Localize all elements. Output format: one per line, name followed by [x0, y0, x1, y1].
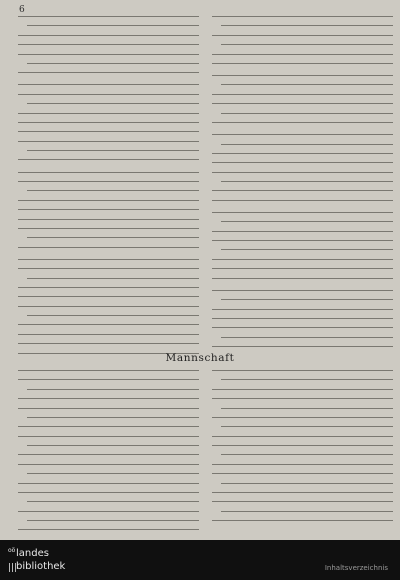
list-entry-line	[212, 309, 393, 315]
list-entry-line	[18, 228, 199, 234]
list-entry-line	[27, 278, 199, 284]
list-entry-line	[212, 212, 393, 218]
list-entry-line	[18, 84, 199, 90]
list-entry-line	[212, 473, 393, 479]
list-entry-line	[18, 200, 199, 206]
list-entry-line	[27, 315, 199, 321]
list-entry-line	[18, 113, 199, 119]
list-entry-line	[212, 436, 393, 442]
list-entry-line	[221, 511, 393, 517]
list-entry-line	[27, 103, 199, 109]
list-entry-line	[212, 240, 393, 246]
list-entry-line	[27, 389, 199, 395]
list-entry-line	[27, 190, 199, 196]
list-entry-line	[18, 259, 199, 265]
list-entry-line	[212, 389, 393, 395]
list-entry-line	[18, 94, 199, 100]
list-entry-line	[18, 35, 199, 41]
list-entry-line	[221, 44, 393, 50]
list-entry-line	[221, 483, 393, 489]
list-entry-line	[27, 501, 199, 507]
list-entry-line	[212, 75, 393, 81]
list-entry-line	[212, 268, 393, 274]
logo-prefix: oö	[8, 547, 16, 554]
list-entry-line	[212, 134, 393, 140]
list-entry-line	[212, 318, 393, 324]
list-entry-line	[18, 159, 199, 165]
list-entry-line	[18, 483, 199, 489]
list-entry-line	[212, 231, 393, 237]
list-entry-line	[212, 501, 393, 507]
list-entry-line	[212, 520, 393, 526]
list-entry-line	[212, 190, 393, 196]
library-logo	[8, 547, 98, 575]
list-entry-line	[27, 417, 199, 423]
entry-column-left-top	[18, 16, 199, 362]
list-entry-line	[18, 181, 199, 187]
list-entry-line	[18, 131, 199, 137]
list-entry-line	[221, 249, 393, 255]
list-entry-line	[18, 454, 199, 460]
list-entry-line	[27, 25, 199, 31]
list-entry-line	[18, 54, 199, 60]
list-entry-line	[18, 44, 199, 50]
list-entry-line	[18, 141, 199, 147]
list-entry-line	[18, 529, 199, 535]
list-entry-line	[18, 511, 199, 517]
list-entry-line	[18, 370, 199, 376]
list-entry-line	[212, 278, 393, 284]
list-entry-line	[18, 379, 199, 385]
list-entry-line	[221, 454, 393, 460]
list-entry-line	[212, 153, 393, 159]
list-entry-line	[212, 63, 393, 69]
list-entry-line	[18, 436, 199, 442]
list-entry-line	[27, 520, 199, 526]
list-entry-line	[221, 299, 393, 305]
list-entry-line	[18, 492, 199, 498]
list-entry-line	[221, 84, 393, 90]
list-entry-line	[18, 72, 199, 78]
list-entry-line	[212, 417, 393, 423]
list-entry-line	[212, 162, 393, 168]
list-entry-line	[212, 327, 393, 333]
viewer-label: Inhaltsverzeichnis	[324, 564, 388, 572]
list-entry-line	[221, 221, 393, 227]
entry-column-right-top	[212, 16, 393, 355]
list-entry-line	[221, 408, 393, 414]
list-entry-line	[221, 25, 393, 31]
entry-column-left-bottom	[18, 370, 199, 539]
list-entry-line	[212, 94, 393, 100]
list-entry-line	[212, 16, 393, 22]
list-entry-line	[212, 103, 393, 109]
list-entry-line	[18, 334, 199, 340]
list-entry-line	[221, 113, 393, 119]
list-entry-line	[221, 426, 393, 432]
list-entry-line	[212, 35, 393, 41]
list-entry-line	[212, 54, 393, 60]
list-entry-line	[18, 172, 199, 178]
logo-bars-icon: |||	[8, 563, 18, 573]
list-entry-line	[18, 219, 199, 225]
list-entry-line	[27, 237, 199, 243]
list-entry-line	[221, 181, 393, 187]
list-entry-line	[27, 63, 199, 69]
list-entry-line	[18, 426, 199, 432]
list-entry-line	[212, 200, 393, 206]
list-entry-line	[18, 296, 199, 302]
list-entry-line	[18, 287, 199, 293]
list-entry-line	[18, 306, 199, 312]
list-entry-line	[212, 398, 393, 404]
list-entry-line	[212, 259, 393, 265]
list-entry-line	[18, 122, 199, 128]
list-entry-line	[27, 150, 199, 156]
list-entry-line	[212, 464, 393, 470]
list-entry-line	[212, 122, 393, 128]
list-entry-line	[212, 445, 393, 451]
list-entry-line	[27, 445, 199, 451]
entry-column-right-bottom	[212, 370, 393, 529]
section-heading: Mannschaft	[165, 352, 235, 364]
list-entry-line	[212, 492, 393, 498]
list-entry-line	[18, 343, 199, 349]
list-entry-line	[212, 172, 393, 178]
list-entry-line	[212, 290, 393, 296]
list-entry-line	[221, 337, 393, 343]
list-entry-line	[18, 247, 199, 253]
page-number: 6	[19, 5, 25, 15]
list-entry-line	[27, 473, 199, 479]
list-entry-line	[18, 16, 199, 22]
list-entry-line	[18, 398, 199, 404]
list-entry-line	[18, 268, 199, 274]
list-entry-line	[221, 379, 393, 385]
list-entry-line	[18, 209, 199, 215]
list-entry-line	[18, 324, 199, 330]
logo-line-2: bibliothek	[16, 561, 66, 572]
list-entry-line	[212, 370, 393, 376]
logo-line-1: landes	[16, 548, 49, 559]
list-entry-line	[18, 464, 199, 470]
list-entry-line	[221, 144, 393, 150]
list-entry-line	[18, 408, 199, 414]
